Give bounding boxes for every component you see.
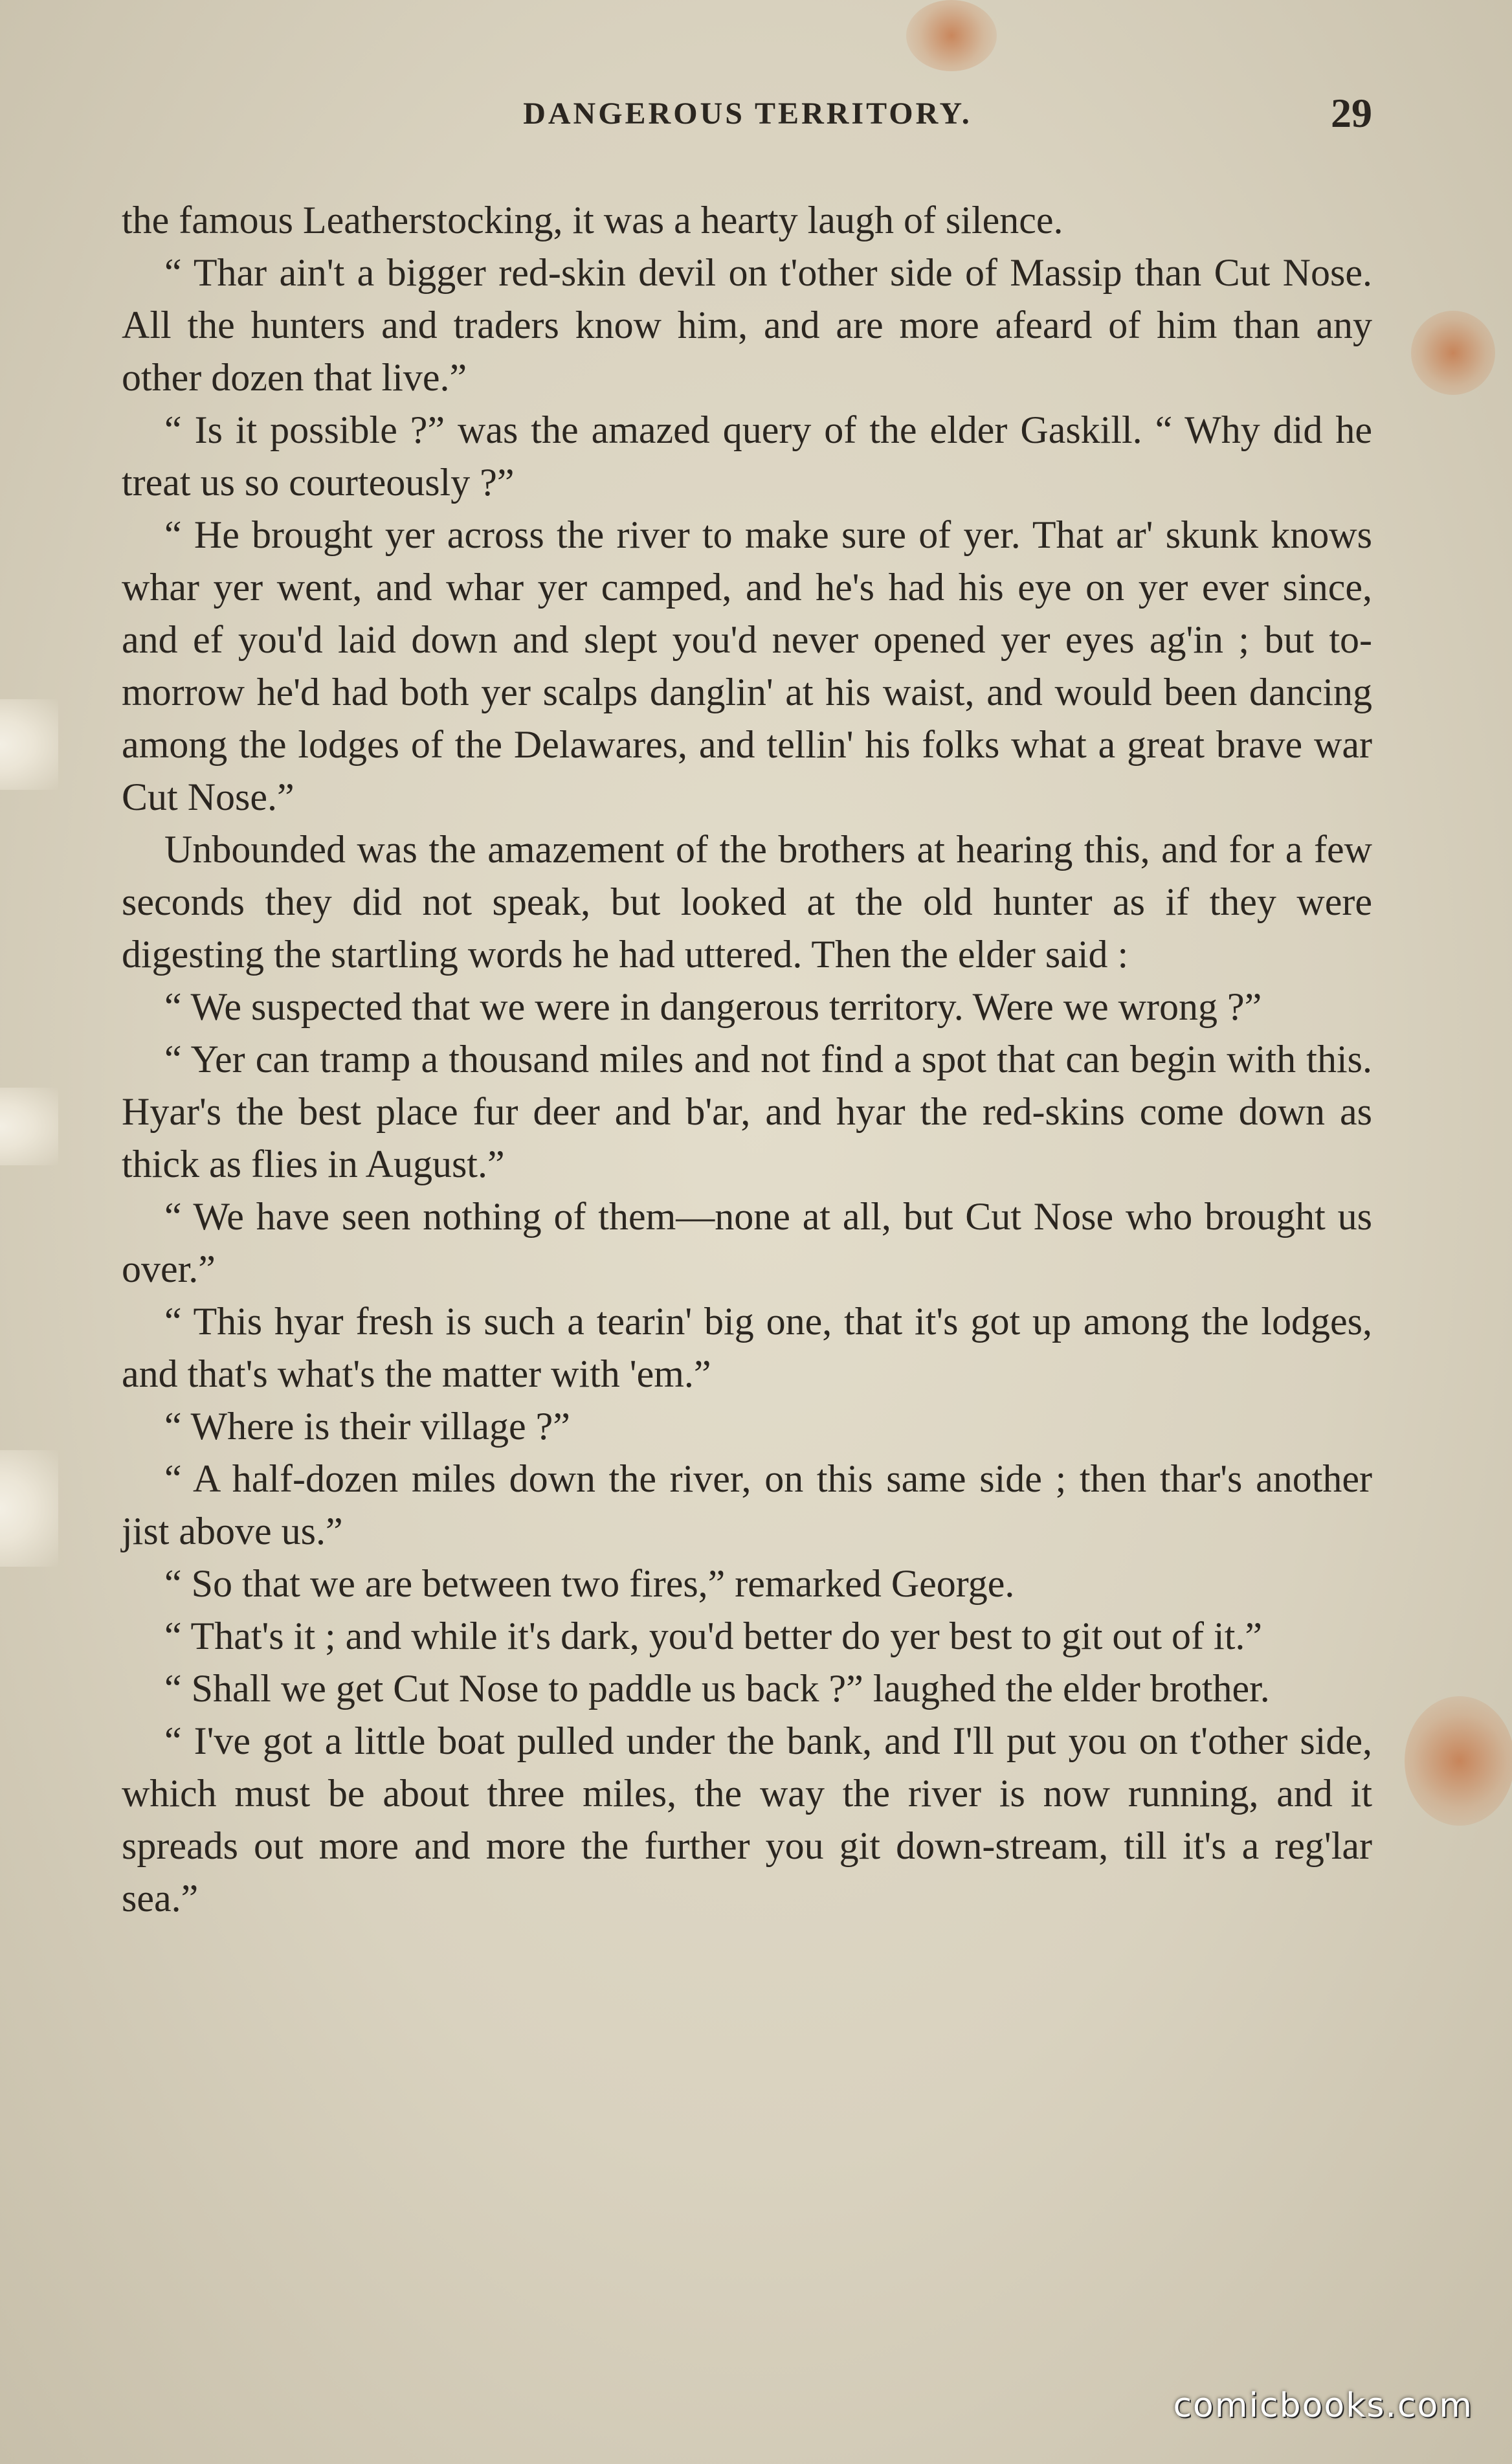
paragraph: “ Where is their village ?” (164, 1405, 570, 1448)
running-head (123, 90, 1372, 148)
paragraph: “ Thar ain't a bigger red-skin devil on t'other side of Massip than Cut Nose. All the hunters and traders know him, and are more afeard of him than any other dozen that live.” (122, 251, 1372, 399)
paragraph: “ Yer can tramp a thousand miles and not find a spot that can begin with this. Hyar's the best place fur deer and b'ar, and hyar the red-skins come down as thick as flies in August.” (122, 1038, 1372, 1185)
paragraph: “ I've got a little boat pulled under the bank, and I'll put you on t'other side, which must be about three miles, the way the river is now running, and it spreads out more and more the further you git down-stream, till it's a reg'lar sea.” (122, 1719, 1372, 1920)
paragraph: “ This hyar fresh is such a tearin' big one, that it's got up among the lodges, and that's what's the matter with 'em.” (122, 1300, 1372, 1395)
paragraph: “ Is it possible ?” was the amazed query of the elder Gaskill. “ Why did he treat us so courteously ?” (122, 409, 1372, 504)
foxing-stain (906, 0, 997, 71)
page-edge-tear (0, 699, 58, 790)
page-number: 29 (1331, 90, 1372, 136)
paragraph: “ We suspected that we were in dangerous territory. Were we wrong ?” (164, 985, 1262, 1028)
paragraph: “ Shall we get Cut Nose to paddle us back ?” laughed the elder brother. (164, 1667, 1270, 1710)
foxing-stain (1405, 1696, 1512, 1826)
page-edge-tear (0, 1450, 58, 1567)
paragraph: Unbounded was the amazement of the brothers at hearing this, and for a few seconds they did not speak, but looked at the old hunter as if they were digesting the startling words he had uttered. Then the elder said : (122, 828, 1372, 976)
paragraph: “ So that we are between two fires,” remarked George. (164, 1562, 1015, 1605)
paragraph: “ That's it ; and while it's dark, you'd better do yer best to git out of it.” (164, 1615, 1262, 1657)
paragraph: the famous Leatherstocking, it was a hearty laugh of silence. (122, 199, 1063, 241)
running-title: DANGEROUS TERRITORY. (523, 96, 972, 131)
paragraph: “ He brought yer across the river to make sure of yer. That ar' skunk knows whar yer went, and whar yer camped, and he's had his eye on yer ever since, and ef you'd laid down and slept you'd never opened yer eyes ag'in ; but to-morrow he'd had both yer scalps danglin' at his waist, and would been dancing among the lodges of the Delawares, and tellin' his folks what a great brave war Cut Nose.” (122, 513, 1372, 818)
page-edge-tear (0, 1088, 58, 1165)
body-text (122, 194, 1372, 1925)
watermark: comicbooks.com (1173, 2386, 1473, 2425)
foxing-stain (1411, 311, 1495, 395)
paragraph: “ We have seen nothing of them—none at all, but Cut Nose who brought us over.” (122, 1195, 1372, 1290)
paragraph: “ A half-dozen miles down the river, on this same side ; then thar's another jist above us.” (122, 1457, 1372, 1552)
